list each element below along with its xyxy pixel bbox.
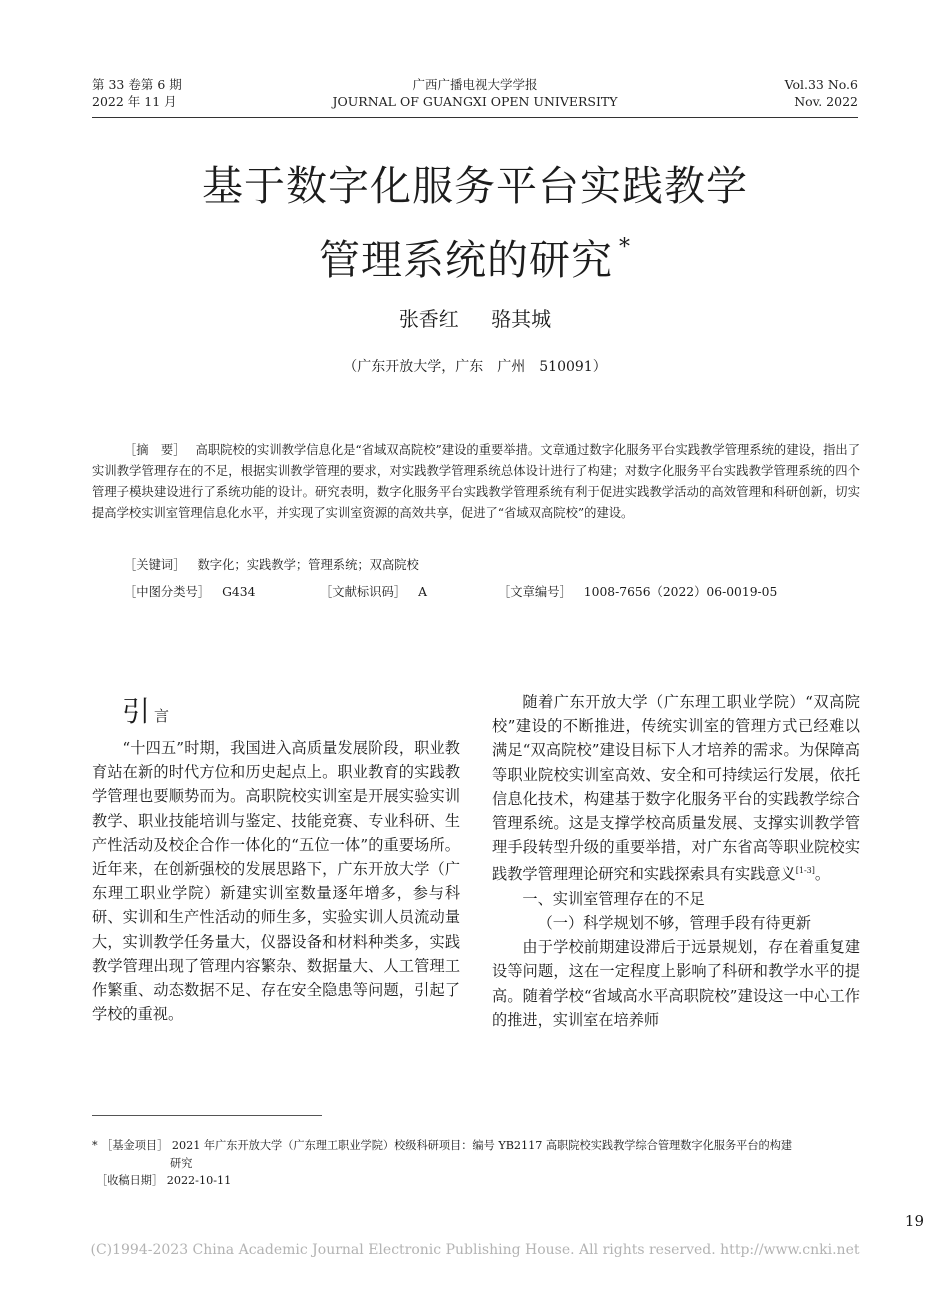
keywords-label: ［关键词］ <box>124 558 186 572</box>
footnote-marker: * <box>92 1139 98 1152</box>
received-date-value: 2022-10-11 <box>166 1174 232 1187</box>
fund-text: 2021 年广东开放大学（广东理工职业学院）校级科研项目：编号 YB2117 高职院校实践教学综合管理数字化服务平台的构建 <box>171 1139 793 1152</box>
body-column-left <box>92 690 460 1026</box>
paper-title-line1: 基于数字化服务平台实践教学 <box>202 162 748 210</box>
body-paragraph-end: 。 <box>814 865 831 884</box>
classification-value: G434 <box>222 585 256 599</box>
volume-issue-en: Vol.33 No.6 <box>784 77 858 92</box>
body-paragraph <box>492 690 860 887</box>
journal-volume-en <box>785 76 858 110</box>
header-divider <box>92 117 858 118</box>
document-code <box>320 582 427 602</box>
abstract-label: ［摘 要］ <box>124 443 186 457</box>
introduction-heading <box>122 690 460 734</box>
body-paragraph-text: 随着广东开放大学（广东理工职业学院）“双高院校”建设的不断推进，传统实训室的管理方式已经难以满足“双高院校”建设目标下人才培养的需求。为保障高等职业院校实训室高效、安全和可持续运行发展，依托信息化技术，构建基于数字化服务平台的实践教学综合管理系统。这是支撑学校高质量发展、支撑实训教学管理手段转型升级的重要举措，对广东省高等职业院校实践教学管理理论研究和实践探索具有实践意义 <box>492 693 860 884</box>
abstract-text: 高职院校的实训教学信息化是“省域双高院校”建设的重要举措。文章通过数字化服务平台实践教学管理系统的建设，指出了实训教学管理存在的不足，根据实训教学管理的要求，对实践教学管理系统总体设计进行了构建；对数字化服务平台实践教学管理系统的四个管理子模块建设进行了系统功能的设计。研究表明，数字化服务平台实践教学管理系统有利于促进实践教学活动的高效管理和科研创新，切实提高学校实训室管理信息化水平，并实现了实训室资源的高效共享，促进了“省域双高院校”的建设。 <box>92 443 860 520</box>
abstract <box>92 440 860 524</box>
article-number <box>498 582 777 602</box>
page-number: 19 <box>904 1212 924 1230</box>
fund-footnote <box>92 1137 862 1172</box>
introduction-heading-small: 言 <box>154 707 170 725</box>
classification-number <box>124 582 255 602</box>
journal-name-en: JOURNAL OF GUANGXI OPEN UNIVERSITY <box>332 94 618 109</box>
footnote-divider <box>92 1115 322 1116</box>
fund-footnote-marker: * <box>619 235 631 260</box>
paper-title-line2-text: 管理系统的研究 <box>319 236 613 284</box>
citation-reference: [1-3] <box>795 866 815 876</box>
subsection-heading: （一）科学规划不够，管理手段有待更新 <box>537 913 811 932</box>
section-heading: 一、实训室管理存在的不足 <box>522 889 705 908</box>
keywords <box>124 555 419 575</box>
document-code-label: ［文献标识码］ <box>320 585 407 599</box>
journal-name-cn: 广西广播电视大学学报 <box>412 77 538 92</box>
paper-title-line2 <box>0 222 950 286</box>
volume-issue: 第 33 卷第 6 期 <box>92 77 182 92</box>
article-number-value: 1008-7656（2022）06-0019-05 <box>583 585 778 599</box>
issue-date: 2022 年 11 月 <box>92 94 177 109</box>
body-paragraph: 由于学校前期建设滞后于远景规划，存在着重复建设等问题，这在一定程度上影响了科研和教学水平的提高。随着学校“省域高水平高职院校”建设这一中心工作的推进，实训室在培养师 <box>492 938 860 1029</box>
author-list <box>0 306 950 332</box>
received-date <box>96 1172 231 1189</box>
fund-label: ［基金项目］ <box>101 1139 169 1152</box>
document-code-value: A <box>418 585 427 599</box>
copyright-watermark: (C)1994-2023 China Academic Journal Electronic Publishing House. All rights reserved. http://www.cnki.net <box>90 1242 860 1258</box>
body-column-right <box>492 690 860 1032</box>
author-name: 张香红 <box>398 307 459 331</box>
keywords-text: 数字化；实践教学；管理系统；双高院校 <box>197 558 419 572</box>
introduction-heading-big: 引 <box>122 695 151 728</box>
issue-date-en: Nov. 2022 <box>794 94 858 109</box>
author-name: 骆其城 <box>491 307 552 331</box>
fund-text-continued: 研究 <box>170 1156 193 1170</box>
received-label: ［收稿日期］ <box>96 1174 164 1187</box>
article-number-label: ［文章编号］ <box>498 585 572 599</box>
body-paragraph: “十四五”时期，我国进入高质量发展阶段，职业教育站在新的时代方位和历史起点上。职业教育的实践教学管理也要顺势而为。高职院校实训室是开展实验实训教学、职业技能培训与鉴定、技能竞赛、专业科研、生产性活动及校企合作一体化的“五位一体”的重要场所。近年来，在创新强校的发展思路下，广东开放大学（广东理工职业学院）新建实训室数量逐年增多，参与科研、实训和生产性活动的师生多，实验实训人员流动量大，实训教学任务量大，仪器设备和材料种类多，实践教学管理出现了管理内容繁杂、数据量大、人工管理工作繁重、动态数据不足、存在安全隐患等问题，引起了学校的重视。 <box>92 739 460 1024</box>
affiliation: （广东开放大学，广东 广州 510091） <box>343 359 607 375</box>
classification-label: ［中图分类号］ <box>124 585 211 599</box>
